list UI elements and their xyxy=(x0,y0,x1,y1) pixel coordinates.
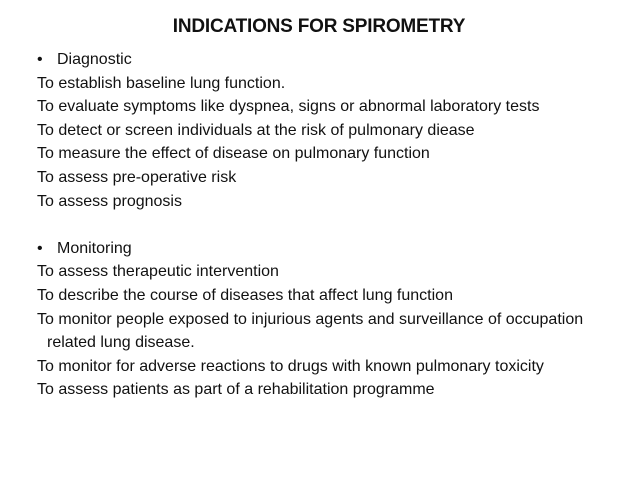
list-item: To establish baseline lung function. xyxy=(37,74,286,92)
list-item: To monitor people exposed to injurious agents and surveillance of occupation related lung disease. xyxy=(37,310,584,352)
slide-title: INDICATIONS FOR SPIROMETRY xyxy=(172,16,466,37)
list-item: To measure the effect of disease on pulmonary function xyxy=(37,145,430,163)
section-heading-diagnostic xyxy=(37,48,617,72)
list-item: To detect or screen individuals at the risk of pulmonary diease xyxy=(37,121,475,139)
section-heading-label: Monitoring xyxy=(57,239,132,257)
list-item: To evaluate symptoms like dyspnea, signs or abnormal laboratory tests xyxy=(37,98,540,116)
list-item: To assess prognosis xyxy=(37,192,182,210)
list-item: To assess therapeutic intervention xyxy=(37,263,279,281)
bullet-icon: • xyxy=(37,239,43,257)
section-spacer xyxy=(37,213,617,237)
slide-content xyxy=(37,48,617,402)
list-item: To describe the course of diseases that affect lung function xyxy=(37,286,453,304)
list-item: To monitor for adverse reactions to drugs with known pulmonary toxicity xyxy=(37,357,544,375)
list-item: To assess patients as part of a rehabilitation programme xyxy=(37,381,435,399)
section-heading-label: Diagnostic xyxy=(57,51,132,68)
bullet-icon: • xyxy=(37,51,43,68)
list-item: To assess pre-operative risk xyxy=(37,168,237,186)
section-heading-monitoring xyxy=(37,237,617,261)
